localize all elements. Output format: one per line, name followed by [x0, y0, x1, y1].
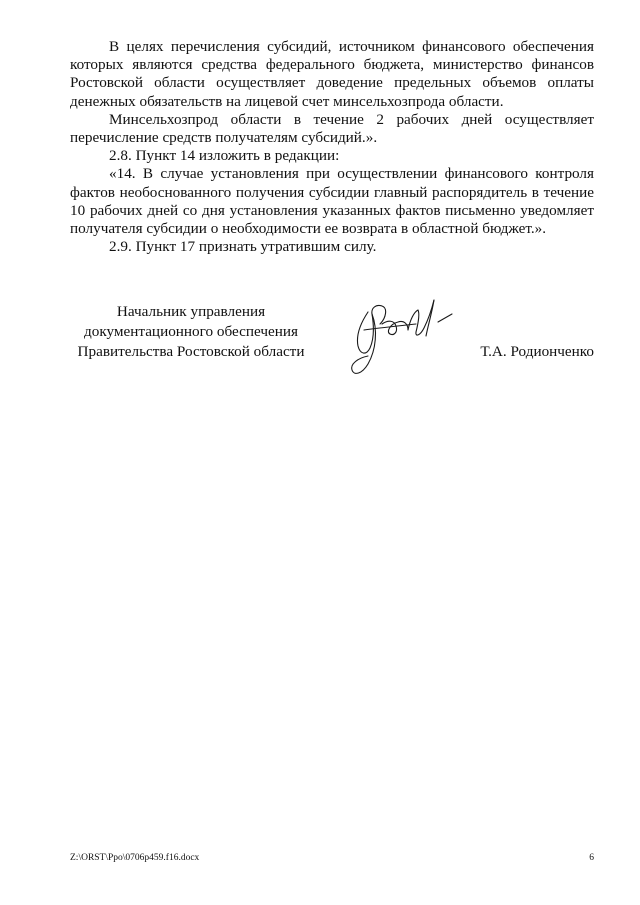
paragraph-item-14-text: «14. В случае установления при осуществлении финансового контроля фактов необоснованного получения субсидии главный распорядитель в течение 10 рабочих дней со дня установления указанных фактов письменно уведомляет получателя субсидии о необходимости ее возврата в областной бюджет.». — [70, 165, 594, 238]
footer-file-path: Z:\ORST\Ppo\0706p459.f16.docx — [70, 853, 200, 863]
page-number: 6 — [589, 853, 594, 863]
signatory-name: Т.А. Родионченко — [480, 343, 594, 360]
handwritten-signature — [338, 284, 458, 384]
paragraph-subsidy-transfer: В целях перечисления субсидий, источником финансового обеспечения которых являются средства федерального бюджета, министерство финансов Ростовской области осуществляет доведение предельных объемов оплаты денежных обязательств на лицевой счет минсельхозпрода области. — [70, 38, 594, 110]
paragraph-item-2-9: 2.9. Пункт 17 признать утратившим силу. — [109, 238, 377, 256]
position-line-1: Начальник управления — [116, 303, 266, 320]
document-body — [70, 38, 594, 256]
signatory-position — [60, 302, 322, 362]
position-line-2: документационного обеспечения — [84, 323, 298, 340]
position-line-3: Правительства Ростовской области — [77, 343, 305, 360]
paragraph-item-2-8: 2.8. Пункт 14 изложить в редакции: — [109, 147, 340, 165]
paragraph-transfer-deadline: Минсельхозпрод области в течение 2 рабочих дней осуществляет перечисление средств получателям субсидий.». — [70, 110, 594, 147]
